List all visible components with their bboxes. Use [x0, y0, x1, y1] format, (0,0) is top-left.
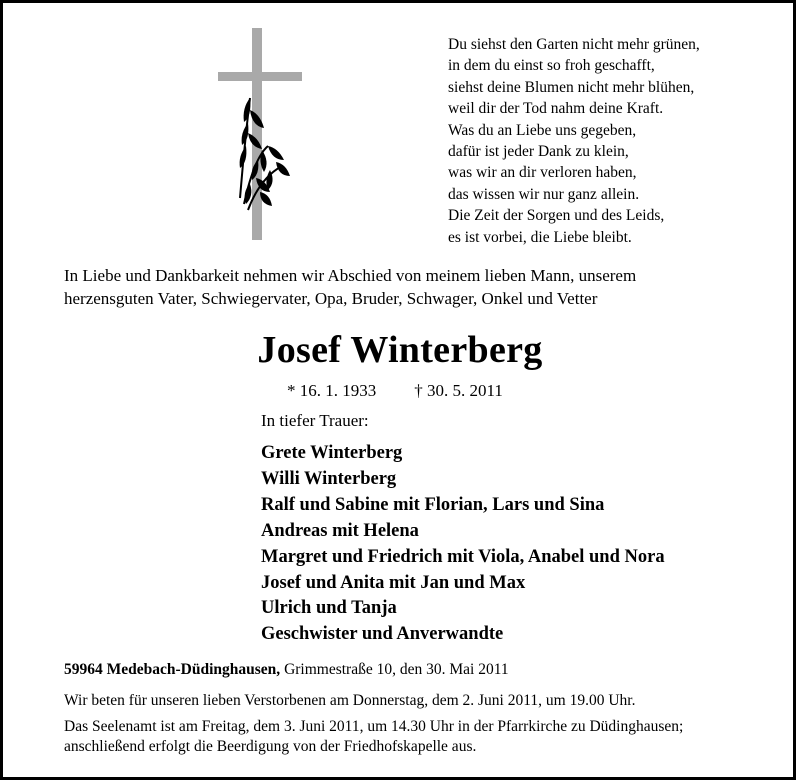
mourners-list — [261, 441, 665, 648]
mourning-label: In tiefer Trauer: — [261, 411, 369, 430]
poem-line: weil dir der Tod nahm deine Kraft. — [448, 100, 664, 118]
mourner-entry: Andreas mit Helena — [261, 520, 419, 541]
life-dates — [287, 381, 503, 401]
poem-line: es ist vorbei, die Liebe bleibt. — [448, 228, 632, 246]
requiem-line: Das Seelenamt ist am Freitag, dem 3. Juni 2011, um 14.30 Uhr in der Pfarrkirche zu Düdinghausen; — [64, 718, 684, 735]
address-line — [64, 661, 509, 679]
mourner-entry: Geschwister und Anverwandte — [261, 624, 504, 645]
mourner-entry: Ulrich und Tanja — [261, 598, 397, 619]
mourner-entry: Grete Winterberg — [261, 443, 403, 463]
mourner-entry: Josef und Anita mit Jan und Max — [261, 572, 526, 593]
poem — [448, 34, 700, 248]
poem-line: das wissen wir nur ganz allein. — [448, 185, 640, 203]
address-details: Grimmestraße 10, den 30. Mai 2011 — [284, 661, 509, 678]
mourner-entry: Willi Winterberg — [261, 468, 397, 489]
poem-line: Die Zeit der Sorgen und des Leids, — [448, 207, 665, 225]
poem-line: siehst deine Blumen nicht mehr blühen, — [448, 78, 695, 96]
intro-text — [64, 264, 636, 310]
prayer-notice: Wir beten für unseren lieben Verstorbenen am Donnerstag, dem 2. Juni 2011, um 19.00 Uhr. — [64, 692, 636, 709]
deceased-name: Josef Winterberg — [257, 329, 543, 371]
poem-line: Du siehst den Garten nicht mehr grünen, — [448, 36, 700, 53]
intro-line: In Liebe und Dankbarkeit nehmen wir Abschied von meinem lieben Mann, unserem — [64, 266, 637, 285]
poem-line: in dem du einst so froh geschafft, — [448, 57, 655, 75]
address-place: 59964 Medebach-Düdinghausen, — [64, 661, 281, 678]
requiem-notice — [64, 717, 683, 756]
poem-line: Was du an Liebe uns gegeben, — [448, 121, 637, 139]
cross-with-wheat-icon — [210, 28, 310, 243]
death-date: † 30. 5. 2011 — [414, 381, 503, 400]
requiem-line: anschließend erfolgt die Beerdigung von der Friedhofskapelle aus. — [64, 737, 477, 755]
poem-line: was wir an dir verloren haben, — [448, 164, 637, 182]
mourner-entry: Margret und Friedrich mit Viola, Anabel und Nora — [261, 546, 665, 567]
birth-date: * 16. 1. 1933 — [287, 381, 377, 400]
intro-line: herzensguten Vater, Schwiegervater, Opa, Bruder, Schwager, Onkel und Vetter — [64, 289, 598, 308]
poem-line: dafür ist jeder Dank zu klein, — [448, 143, 629, 161]
mourner-entry: Ralf und Sabine mit Florian, Lars und Sina — [261, 494, 605, 515]
